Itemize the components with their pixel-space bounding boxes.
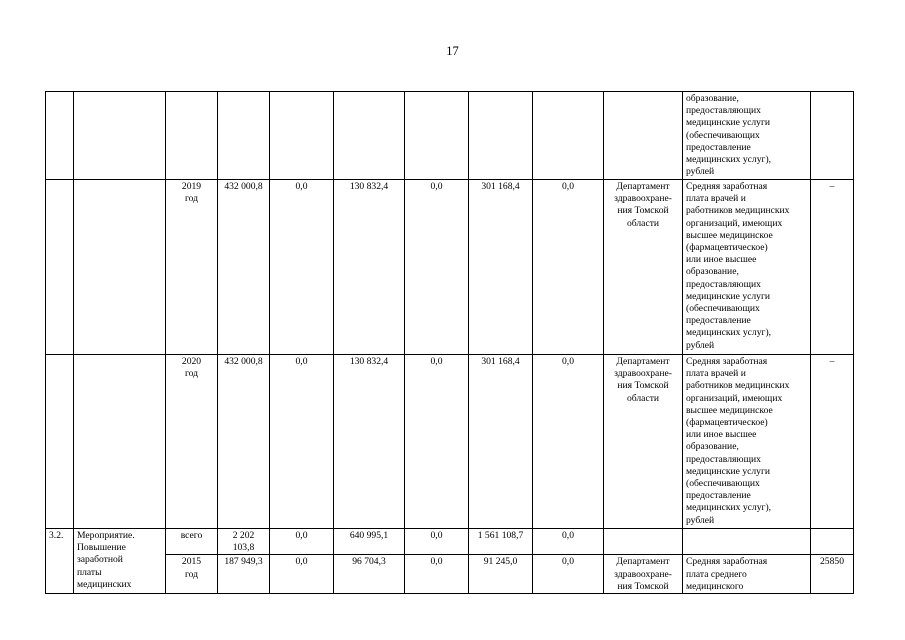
cell-c7: 0,0 bbox=[533, 355, 604, 529]
cell-c6: 301 168,4 bbox=[469, 180, 533, 355]
cell-c4 bbox=[334, 92, 405, 180]
table-row bbox=[46, 180, 854, 355]
cell-total: 2 202 103,8 bbox=[218, 529, 270, 555]
table-row bbox=[46, 555, 854, 594]
cell-c7 bbox=[533, 92, 604, 180]
cell-c4: 640 995,1 bbox=[334, 529, 405, 555]
cell-c3: 0,0 bbox=[270, 355, 334, 529]
cell-total: 187 949,3 bbox=[218, 555, 270, 594]
cell-executor: Департамент здравоохране- ния Томской области bbox=[604, 355, 683, 529]
cell-year: 2020 год bbox=[166, 355, 218, 529]
cell-c5 bbox=[405, 92, 469, 180]
cell-total: 432 000,8 bbox=[218, 180, 270, 355]
cell-executor: Департамент здравоохране- ния Томской bbox=[604, 555, 683, 594]
cell-c3: 0,0 bbox=[270, 529, 334, 555]
cell-value: 25850 bbox=[811, 555, 854, 594]
cell-executor: Департамент здравоохране- ния Томской области bbox=[604, 180, 683, 355]
cell-year: всего bbox=[166, 529, 218, 555]
table-row bbox=[46, 529, 854, 555]
cell-c7: 0,0 bbox=[533, 555, 604, 594]
cell-value: – bbox=[811, 355, 854, 529]
cell-value bbox=[811, 529, 854, 555]
cell-c4: 96 704,3 bbox=[334, 555, 405, 594]
cell-indicator bbox=[683, 529, 811, 555]
cell-c3: 0,0 bbox=[270, 180, 334, 355]
cell-executor bbox=[604, 92, 683, 180]
cell-indicator: Средняя заработная плата врачей и работников медицинских организаций, имеющих высшее медицинское (фармацевтическое) или иное высшее образование, предоставляющих медицинские услуги (обеспечивающих предоставление медицинских услуг), рублей bbox=[683, 355, 811, 529]
cell-c5: 0,0 bbox=[405, 355, 469, 529]
cell-total bbox=[218, 92, 270, 180]
cell-num bbox=[46, 180, 74, 355]
cell-name bbox=[74, 92, 166, 180]
table-row bbox=[46, 92, 854, 180]
cell-c6: 301 168,4 bbox=[469, 355, 533, 529]
cell-year: 2015 год bbox=[166, 555, 218, 594]
cell-indicator: Средняя заработная плата среднего медицинского bbox=[683, 555, 811, 594]
cell-year bbox=[166, 92, 218, 180]
program-table bbox=[45, 91, 854, 594]
cell-num bbox=[46, 355, 74, 529]
cell-total: 432 000,8 bbox=[218, 355, 270, 529]
cell-indicator: образование, предоставляющих медицинские услуги (обеспечивающих предоставление медицинских услуг), рублей bbox=[683, 92, 811, 180]
cell-executor bbox=[604, 529, 683, 555]
cell-value bbox=[811, 92, 854, 180]
cell-value: – bbox=[811, 180, 854, 355]
cell-indicator: Средняя заработная плата врачей и работников медицинских организаций, имеющих высшее медицинское (фармацевтическое) или иное высшее образование, предоставляющих медицинские услуги (обеспечивающих предоставление медицинских услуг), рублей bbox=[683, 180, 811, 355]
cell-c3 bbox=[270, 92, 334, 180]
cell-num: 3.2. bbox=[46, 529, 74, 594]
cell-c5: 0,0 bbox=[405, 180, 469, 355]
cell-name bbox=[74, 180, 166, 355]
cell-c5: 0,0 bbox=[405, 529, 469, 555]
cell-c7: 0,0 bbox=[533, 180, 604, 355]
cell-name: Мероприятие. Повышение заработной платы медицинских bbox=[74, 529, 166, 594]
cell-c7: 0,0 bbox=[533, 529, 604, 555]
cell-num bbox=[46, 92, 74, 180]
cell-c6: 1 561 108,7 bbox=[469, 529, 533, 555]
cell-c3: 0,0 bbox=[270, 555, 334, 594]
cell-c6: 91 245,0 bbox=[469, 555, 533, 594]
cell-c4: 130 832,4 bbox=[334, 355, 405, 529]
cell-c4: 130 832,4 bbox=[334, 180, 405, 355]
page-number: 17 bbox=[446, 44, 459, 58]
cell-c6 bbox=[469, 92, 533, 180]
cell-year: 2019 год bbox=[166, 180, 218, 355]
cell-name bbox=[74, 355, 166, 529]
table-row bbox=[46, 355, 854, 529]
cell-c5: 0,0 bbox=[405, 555, 469, 594]
